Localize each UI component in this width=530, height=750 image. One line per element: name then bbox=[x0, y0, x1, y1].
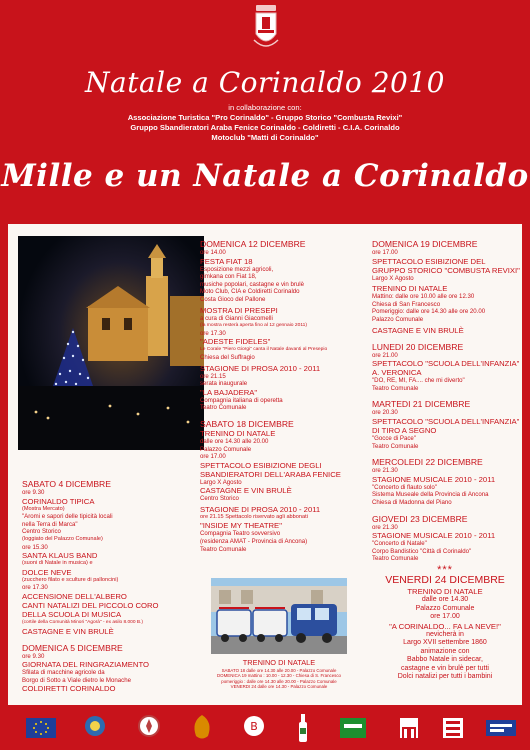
event-line: "DO, RE, MI, FA.... che mi diverto" bbox=[372, 377, 465, 385]
event-line: (loggiato del Palazzo Comunale) bbox=[22, 535, 103, 542]
event-name: ACCENSIONE DELL'ALBERO bbox=[22, 591, 127, 601]
collaboration-line: Gruppo Sbandieratori Araba Fenice Corinaldo - Coldiretti - C.I.A. Corinaldo bbox=[130, 123, 400, 132]
event-name: COLDIRETTI CORINALDO bbox=[22, 684, 116, 694]
eu-flag-icon bbox=[24, 712, 58, 744]
event-line: ore 21.15 bbox=[200, 372, 226, 380]
event-line: Largo X Agosto bbox=[200, 478, 242, 486]
event-line: Palazzo Comunale bbox=[372, 315, 424, 323]
event-line: Sfilata di macchine agricole da bbox=[22, 669, 105, 677]
event-line: a cura di Gianni Giacomelli bbox=[200, 314, 273, 322]
event-line: Dolci natalizi per tutti i bambini bbox=[397, 673, 493, 681]
event-line: ore 17.30 bbox=[22, 584, 48, 592]
event-line: castagne e vin brulè per tutti bbox=[401, 664, 489, 672]
event-name: FESTA FIAT 18 bbox=[200, 256, 253, 266]
event-line: Sistema Museale della Provincia di Ancona bbox=[372, 491, 489, 499]
event-line: Chiesa di Madonna del Piano bbox=[372, 498, 452, 506]
event-name: GRUPPO STORICO "COMBUSTA REVIXI" bbox=[372, 265, 520, 275]
event-line: Teatro Comunale bbox=[200, 545, 247, 553]
event-line: ore 14.00 bbox=[200, 249, 226, 256]
bottle-icon bbox=[296, 712, 310, 744]
train-title: TRENINO DI NATALE bbox=[242, 658, 316, 667]
event-line: ore 20.30 bbox=[372, 409, 398, 417]
event-line: "Concerto di flauto solo" bbox=[372, 483, 437, 491]
event-name: SANTA KLAUS BAND bbox=[22, 551, 98, 561]
event-name: CASTAGNE E VIN BRULÈ bbox=[200, 486, 292, 496]
night-photo bbox=[18, 236, 204, 450]
train-caption bbox=[211, 658, 347, 689]
event-line: dalle ore 14.30 bbox=[421, 596, 469, 604]
event-day: MARTEDI 21 DICEMBRE bbox=[372, 399, 471, 410]
event-day: GIOVEDI 23 DICEMBRE bbox=[372, 513, 468, 524]
event-line: Borgo di Sotto a Viale dietro le Monache bbox=[22, 676, 131, 684]
event-name: A. VERONICA bbox=[372, 368, 422, 378]
event-line: Corpo Bandistico "Città di Corinaldo" bbox=[372, 547, 472, 555]
collaboration-block bbox=[0, 103, 530, 143]
collaboration-line: Associazione Turistica "Pro Corinaldo" - Gruppo Storico "Combusta Revixi" bbox=[127, 113, 403, 122]
event-line: dalle ore 14.30 alle 20.00 bbox=[200, 437, 269, 445]
event-line: serata inaugurale bbox=[200, 380, 248, 388]
event-line: Pomeriggio: dalle ore 14.30 alle ore 20.00 bbox=[372, 308, 486, 316]
event-name: TRENINO DI NATALE bbox=[200, 428, 276, 438]
event-line: Centro Storico bbox=[22, 528, 61, 536]
event-line: Teatro Comunale bbox=[200, 404, 247, 412]
event-line: Centro Storico bbox=[200, 495, 239, 503]
city-logo-icon bbox=[440, 712, 466, 744]
event-name: STAGIONE DI PROSA 2010 - 2011 bbox=[200, 363, 321, 373]
event-line: ore 17.00 bbox=[372, 249, 398, 256]
event-day: LUNEDI 20 DICEMBRE bbox=[372, 341, 464, 352]
event-line: ore 15.30 bbox=[22, 543, 48, 551]
event-line: ore 9.30 bbox=[22, 652, 45, 660]
event-name: TRENINO DI NATALE bbox=[372, 284, 448, 294]
event-line: Mattino: dalle ore 10.00 alle ore 12.30 bbox=[372, 293, 475, 301]
event-line: Babbo Natale in sidecar, bbox=[407, 656, 483, 664]
event-line: Largo XVII settembre 1860 bbox=[403, 639, 487, 647]
event-line: Le Corale "Piero Giorgi" canta il Natale davanti al Presepio bbox=[200, 347, 328, 353]
event-line: Compagnia Teatro sovversivo bbox=[200, 530, 281, 538]
event-line: Palazzo Comunale bbox=[200, 445, 252, 453]
event-day: SABATO 18 DICEMBRE bbox=[200, 418, 294, 429]
collaboration-line: Motoclub "Matti di Corinaldo" bbox=[211, 133, 319, 142]
event-line: Chiesa di San Francesco bbox=[372, 300, 441, 308]
event-name: DOLCE NEVE bbox=[22, 567, 72, 577]
event-line: (suoni di Natale in musica) e bbox=[22, 560, 93, 567]
green-logo-icon bbox=[338, 712, 368, 744]
event-day: MERCOLEDI 22 DICEMBRE bbox=[372, 457, 483, 468]
event-name: SPETTACOLO "SCUOLA DELL'INFANZIA" bbox=[372, 416, 520, 426]
event-line: (zucchero filato e sculture di palloncini) bbox=[22, 576, 119, 583]
event-name: CORINALDO TIPICA bbox=[22, 496, 95, 506]
event-line: ore 17.30 bbox=[200, 329, 226, 337]
event-name: "A CORINALDO... FA LA NEVE!" bbox=[389, 621, 501, 631]
event-day: DOMENICA 12 DICEMBRE bbox=[200, 239, 306, 249]
event-name: MOSTRA DI PRESEPI bbox=[200, 305, 278, 315]
event-line: Teatro Comunale bbox=[372, 442, 419, 450]
subtitle: Mille e un Natale a Corinaldo bbox=[1, 158, 529, 194]
event-line: musiche popolari, castagne e vin brulè bbox=[200, 280, 304, 288]
sponsor-logos bbox=[0, 708, 530, 750]
event-line: Chiesa del Suffragio bbox=[200, 353, 255, 361]
right-column bbox=[372, 236, 518, 682]
event-line: ore 9.30 bbox=[22, 489, 45, 496]
event-line: "Aromi e sapori delle tipicità locali bbox=[22, 513, 113, 521]
event-name: SPETTACOLO ESIBIZIONE DEL bbox=[372, 256, 486, 266]
event-line: ore 17.00 bbox=[430, 613, 460, 621]
title: Natale a Corinaldo 2010 bbox=[85, 66, 445, 99]
event-line: animazione con bbox=[420, 647, 470, 655]
event-name: STAGIONE DI PROSA 2010 - 2011 bbox=[200, 504, 321, 514]
event-line: ore 21.30 bbox=[372, 467, 398, 475]
republic-emblem-icon bbox=[134, 712, 164, 744]
event-line: ore 21.00 bbox=[372, 351, 398, 359]
event-line: nella Terra di Marca" bbox=[22, 520, 78, 528]
event-name: CASTAGNE E VIN BRULÈ bbox=[22, 626, 114, 636]
event-line: Compagnia italiana di operetta bbox=[200, 396, 283, 404]
event-line: nevicherà in bbox=[426, 630, 464, 638]
event-line: (la mostra resterà aperta fino al 12 gennaio 2011) bbox=[200, 323, 308, 329]
event-line: (cortile della Comunità Minori "Agorà" - ex asilo 8.000 B.) bbox=[22, 619, 143, 625]
event-name: CANTI NATALIZI DEL PICCOLO CORO bbox=[22, 600, 159, 610]
event-name: GIORNATA DEL RINGRAZIAMENTO bbox=[22, 660, 149, 670]
town-crest-icon bbox=[252, 4, 280, 54]
event-day: SABATO 4 DICEMBRE bbox=[22, 479, 111, 489]
event-name: SPETTACOLO ESIBIZIONE DEGLI bbox=[200, 460, 322, 470]
event-line: Teatro Comunale bbox=[372, 384, 419, 392]
train-line: SABATO 18 dalle ore 14.30 alle 20.00 - Palazzo Comunale bbox=[221, 668, 337, 673]
event-line: (residenza AMAT - Provincia di Ancona) bbox=[200, 538, 308, 546]
middle-column bbox=[200, 236, 360, 553]
event-name: "ADESTE FIDELES" bbox=[200, 337, 271, 347]
tower-logo-icon bbox=[396, 712, 422, 744]
region-logo-icon bbox=[188, 712, 216, 744]
event-name: TRENINO DI NATALE bbox=[407, 587, 483, 597]
event-name: CASTAGNE E VIN BRULÈ bbox=[372, 325, 464, 335]
club-logo-icon bbox=[240, 712, 268, 744]
event-name: STAGIONE MUSICALE 2010 - 2011 bbox=[372, 474, 496, 484]
train-line: DOMENICA 19 mattino : 10.00 - 12.30 - Chiesa di S. Francesco bbox=[217, 673, 341, 679]
event-line: Esposizione mezzi agricoli, bbox=[200, 265, 274, 273]
event-line: Largo X Agosto bbox=[372, 274, 414, 282]
event-day: VENERDI 24 DICEMBRE bbox=[385, 574, 505, 587]
event-line: gimkana con Fiat 18, bbox=[200, 273, 257, 281]
event-line: Moto Club, CIA e Coldiretti Corinaldo bbox=[200, 288, 300, 296]
left-column bbox=[22, 476, 206, 693]
event-line: Teatro Comunale bbox=[372, 555, 419, 563]
event-name: "INSIDE MY THEATRE" bbox=[200, 521, 282, 531]
terra-logo-icon bbox=[484, 712, 518, 744]
emblem-icon bbox=[82, 712, 108, 744]
event-name: DELLA SCUOLA DI MUSICA bbox=[22, 609, 122, 619]
event-name: "LA BAJADERA" bbox=[200, 387, 258, 397]
event-name: SBANDIERATORI DELL'ARABA FENICE bbox=[200, 469, 341, 479]
train-line: pomeriggio : dalle ore 14.30 alle 20.00 - Palazzo Comunale bbox=[221, 678, 337, 684]
program-panel bbox=[8, 224, 522, 705]
event-line: Costa Gioco del Pallone bbox=[200, 295, 266, 303]
event-line: (Mostra Mercato) bbox=[22, 505, 65, 512]
event-name: DI TIRO A SEGNO bbox=[372, 425, 437, 435]
event-day: DOMENICA 19 DICEMBRE bbox=[372, 239, 478, 249]
event-line: "Concerto di Natale" bbox=[372, 540, 427, 548]
stars-divider: *** bbox=[437, 563, 453, 576]
event-name: STAGIONE MUSICALE 2010 - 2011 bbox=[372, 531, 496, 541]
event-line: ore 21.30 bbox=[372, 523, 398, 531]
train-photo bbox=[211, 578, 347, 654]
event-line: ore 21.15 Spettacolo riservato agli abbonati bbox=[200, 513, 308, 520]
event-day: DOMENICA 5 DICEMBRE bbox=[22, 642, 123, 653]
svg-text:B: B bbox=[250, 720, 258, 733]
train-line: VENERDI 24 dalle ore 14.30 - Palazzo Comunale bbox=[230, 683, 328, 689]
event-line: ore 17.00 bbox=[200, 453, 226, 461]
collaboration-lead: in collaborazione con: bbox=[228, 103, 302, 112]
event-name: SPETTACOLO "SCUOLA DELL'INFANZIA" bbox=[372, 359, 520, 369]
event-line: Palazzo Comunale bbox=[415, 604, 475, 612]
event-line: "Gocce di Pace" bbox=[372, 434, 416, 442]
